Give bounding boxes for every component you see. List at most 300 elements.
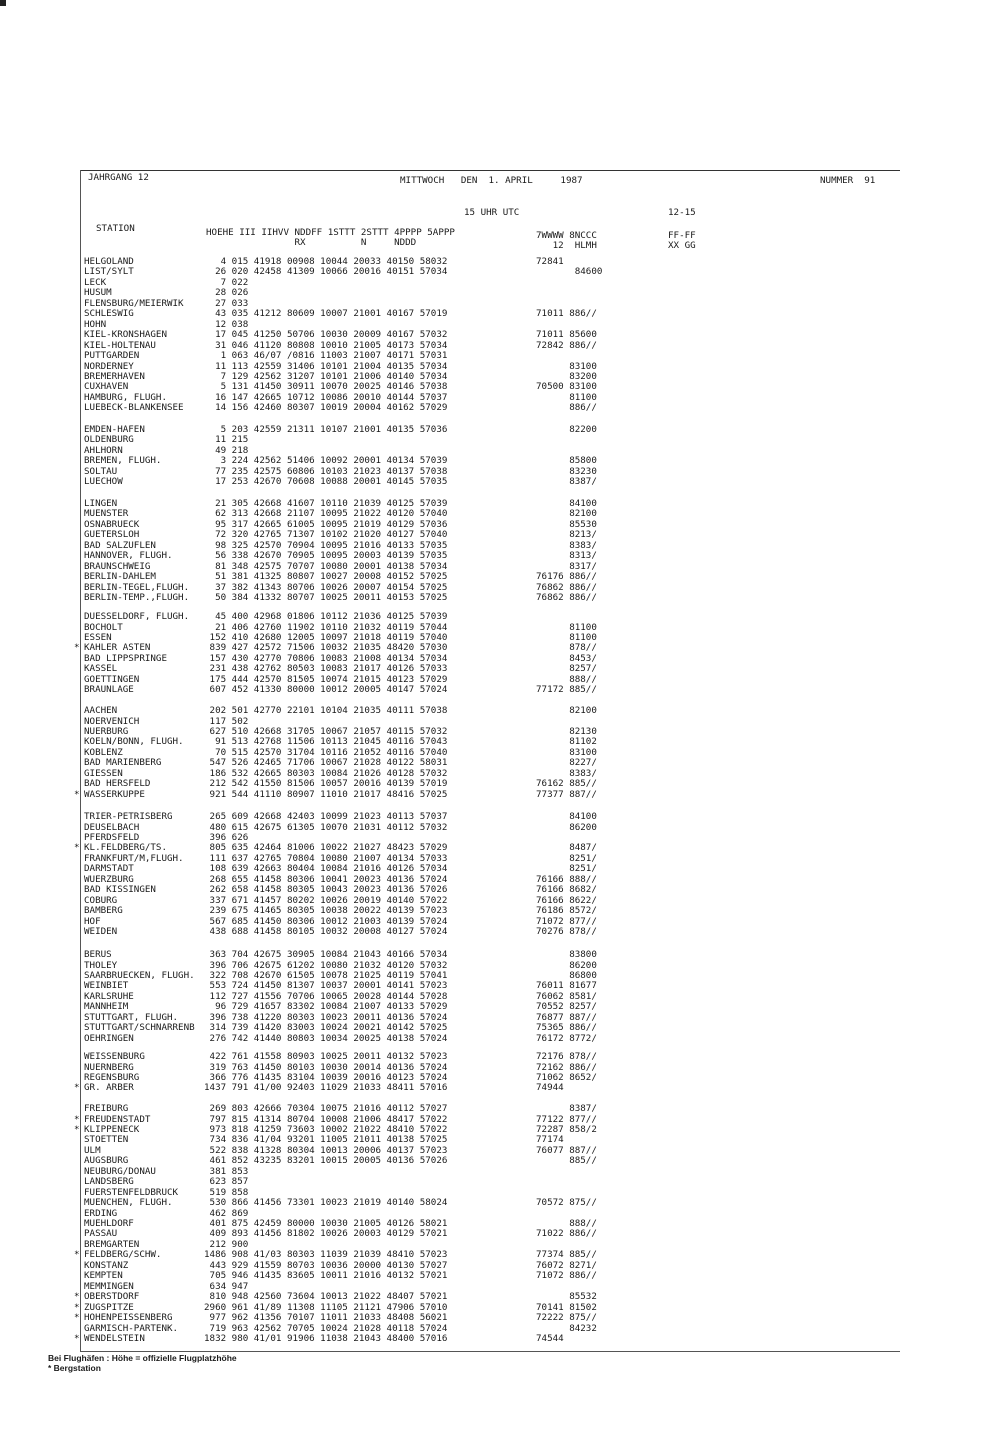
station-code-values: 276 742 41440 80803 10034 20025 40138 57024 [204, 1032, 448, 1044]
station-code-values: 265 609 42668 42403 10099 21023 40113 57037 [204, 811, 448, 822]
station-code-values: 5 131 41450 30911 10070 20025 40146 57038 [204, 381, 448, 393]
station-extra-groups: 81100 [536, 621, 597, 633]
station-name: KAHLER ASTEN [84, 642, 151, 654]
station-code-values: 607 452 41330 80000 10012 20005 40147 57024 [204, 684, 448, 696]
station-extra-groups: 71022 886// [536, 1228, 597, 1240]
extra-columns-header-line2: 12 HLMH [536, 240, 597, 251]
frame-bottom-rule [80, 1351, 900, 1352]
footnote-mountain-station: * Bergstation [48, 1363, 101, 1373]
station-name: SOLTAU [84, 465, 118, 477]
station-name: HOHN [84, 318, 107, 330]
footnote-airport-height: Bei Flughäfen : Höhe = offizielle Flugplatzhöhe [48, 1353, 237, 1363]
station-code-values: 1437 791 41/00 92403 11029 21033 48411 57016 [204, 1082, 448, 1094]
mountain-station-marker: * [74, 1123, 80, 1135]
station-extra-groups: 76166 888// [536, 873, 597, 885]
station-name: AHLHORN [84, 444, 123, 456]
station-code-values: 186 532 42665 80303 10084 21026 40128 57032 [204, 767, 448, 779]
station-code-values: 337 671 41457 80202 10026 20019 40140 57022 [204, 894, 448, 906]
station-name: GR. ARBER [84, 1082, 134, 1094]
station-name: FRANKFURT/M,FLUGH. [84, 852, 184, 864]
station-extra-groups: 86800 [536, 969, 597, 981]
station-extra-groups: 888// [536, 1218, 597, 1229]
station-name: GIESSEN [84, 767, 123, 779]
station-code-values: 157 430 42770 70806 10083 21008 40134 57034 [204, 652, 448, 664]
station-name: FLENSBURG/MEIERWIK [84, 297, 184, 309]
station-extra-groups: 77374 885// [536, 1249, 597, 1261]
station-name: OSNABRUECK [84, 518, 140, 530]
station-column-header: STATION [96, 223, 135, 234]
station-code-values: 839 427 42572 71506 10032 21035 48420 57030 [204, 642, 448, 654]
station-code-values: 1832 980 41/01 91906 11038 21043 48400 57016 [204, 1332, 448, 1344]
station-code-values: 2960 961 41/89 11308 11105 21121 47906 57010 [204, 1301, 448, 1313]
station-name: MUENSTER [84, 508, 129, 520]
station-code-values: 98 325 42570 70904 10095 21016 40133 57035 [204, 539, 448, 551]
station-name: LECK [84, 276, 107, 288]
scan-corner-mark [0, 0, 6, 6]
station-code-values: 26 020 42458 41309 10066 20016 40151 57034 [204, 266, 448, 278]
station-extra-groups: 70572 875// [536, 1197, 597, 1208]
station-name: ESSEN [84, 631, 112, 643]
station-name: NOERVENICH [84, 715, 140, 727]
station-name: STUTTGART, FLUGH. [84, 1011, 179, 1023]
station-extra-groups: 83200 [536, 370, 597, 382]
code-columns-header-line2: RX N NDDD [206, 237, 417, 248]
station-code-values: 522 838 41328 80304 10013 20006 40137 57023 [204, 1144, 448, 1156]
station-extra-groups: 72842 886// [536, 339, 597, 351]
station-extra-groups: 71072 886// [536, 1270, 597, 1282]
station-extra-groups: 8487/ [536, 842, 597, 854]
station-name: LINGEN [84, 498, 118, 509]
station-name: BRAUNLAGE [84, 684, 134, 696]
station-extra-groups: 76166 8682/ [536, 884, 597, 896]
station-extra-groups: 82200 [536, 424, 597, 435]
station-code-values: 7 129 42562 31207 10101 21006 40140 57034 [204, 370, 448, 382]
station-extra-groups: 8453/ [536, 652, 597, 664]
station-extra-groups: 74544 [536, 1332, 564, 1344]
station-code-values: 14 156 42460 80307 10019 20004 40162 57029 [204, 402, 448, 414]
station-code-values: 480 615 42675 61305 10070 21031 40112 57032 [204, 821, 448, 833]
station-name: DEUSELBACH [84, 821, 140, 833]
station-code-values: 810 948 42560 73604 10013 21022 48407 57021 [204, 1291, 448, 1303]
station-name: HOF [84, 915, 101, 927]
mountain-station-marker: * [74, 1249, 80, 1261]
station-code-values: 269 803 42666 70304 10075 21016 40112 57027 [204, 1103, 448, 1114]
station-code-values: 77 235 42575 60806 10103 21023 40137 57038 [204, 465, 448, 477]
station-code-values: 921 544 41110 80907 11010 21017 48416 57025 [204, 788, 448, 800]
station-name: KASSEL [84, 663, 118, 675]
station-name: OLDENBURG [84, 434, 134, 446]
station-code-values: 175 444 42570 81505 10074 21015 40123 57029 [204, 673, 448, 685]
station-name: HELGOLAND [84, 256, 134, 267]
mountain-station-marker: * [74, 842, 80, 854]
station-extra-groups: 81100 [536, 391, 597, 403]
station-code-values: 627 510 42668 31705 10067 21057 40115 57032 [204, 725, 448, 737]
station-code-values: 438 688 41458 80105 10032 20008 40127 57024 [204, 926, 448, 937]
station-name: KARLSRUHE [84, 990, 134, 1002]
station-name: OBERSTDORF [84, 1291, 140, 1303]
station-name: MEMMINGEN [84, 1280, 134, 1292]
station-code-values: 396 706 42675 61202 10080 21032 40120 57032 [204, 959, 448, 971]
station-extra-groups: 71072 877// [536, 915, 597, 927]
station-code-values: 977 962 41356 70107 11011 21033 48408 56021 [204, 1312, 448, 1323]
station-extra-groups: 72287 858/2 [536, 1123, 597, 1135]
station-code-values: 547 526 42465 71706 10067 21028 40122 58031 [204, 757, 448, 769]
station-name: ERDING [84, 1207, 118, 1219]
station-extra-groups: 76166 8622/ [536, 894, 597, 906]
station-name: LUEBECK-BLANKENSEE [84, 402, 184, 414]
station-name: HAMBURG, FLUGH. [84, 391, 167, 403]
station-extra-groups: 8313/ [536, 550, 597, 562]
station-extra-groups: 76186 8572/ [536, 905, 597, 916]
extra-columns-header-line1: 7WWWW 8NCCC [536, 230, 597, 241]
mountain-station-marker: * [74, 642, 80, 654]
station-name: MUEHLDORF [84, 1218, 134, 1229]
station-extra-groups: 8383/ [536, 539, 597, 551]
station-extra-groups: 888// [536, 673, 597, 685]
station-code-values: 314 739 41420 83003 10024 20021 40142 57025 [204, 1022, 448, 1034]
station-code-values: 81 348 42575 70707 10080 20001 40138 57034 [204, 560, 448, 572]
station-extra-groups: 76176 886// [536, 571, 597, 583]
station-name: KONSTANZ [84, 1259, 129, 1271]
station-name: REGENSBURG [84, 1071, 140, 1083]
station-code-values: 719 963 42562 70705 10024 21028 40118 57024 [204, 1322, 448, 1334]
station-extra-groups: 77122 877// [536, 1113, 597, 1125]
station-extra-groups: 76077 887// [536, 1144, 597, 1156]
station-name: STOETTEN [84, 1134, 129, 1146]
station-name: BAD LIPPSPRINGE [84, 652, 167, 664]
station-name: LUECHOW [84, 476, 123, 488]
station-code-values: 212 542 41550 81506 10057 20016 40139 57019 [204, 778, 448, 790]
station-name: BREMGARTEN [84, 1238, 140, 1250]
mountain-station-marker: * [74, 1291, 80, 1303]
station-code-values: 705 946 41435 83605 10011 21016 40132 57021 [204, 1270, 448, 1282]
station-name: MANNHEIM [84, 1001, 129, 1013]
date-label: MITTWOCH DEN 1. APRIL 1987 [400, 175, 583, 186]
station-code-values: 634 947 [204, 1280, 249, 1292]
nummer-label: NUMMER 91 [820, 175, 876, 186]
station-name: WEISSENBURG [84, 1051, 145, 1062]
station-extra-groups: 84232 [536, 1322, 597, 1334]
station-extra-groups: 71062 8652/ [536, 1071, 597, 1083]
station-code-values: 51 381 41325 80807 10027 20008 40152 57025 [204, 571, 448, 583]
station-extra-groups: 70500 83100 [536, 381, 597, 393]
station-name: BERLIN-TEMP.,FLUGH. [84, 592, 190, 603]
station-code-values: 1 063 46/07 /0816 11003 21007 40171 57031 [204, 350, 448, 362]
station-code-values: 268 655 41458 80306 10041 20023 40136 57024 [204, 873, 448, 885]
station-extra-groups: 82100 [536, 508, 597, 520]
station-name: SAARBRUECKEN, FLUGH. [84, 969, 195, 981]
station-name: KL.FELDBERG/TS. [84, 842, 167, 854]
station-name: BERUS [84, 949, 112, 960]
station-name: KLIPPENECK [84, 1123, 140, 1135]
jahrgang-label: JAHRGANG 12 [88, 172, 149, 183]
station-name: FREIBURG [84, 1103, 129, 1114]
station-name: KOBLENZ [84, 746, 123, 758]
period-label: 12-15 [668, 207, 696, 218]
station-name: OEHRINGEN [84, 1032, 134, 1044]
station-name: NUERNBERG [84, 1061, 134, 1073]
station-code-values: 108 639 42663 80404 10084 21016 40126 57034 [204, 863, 448, 875]
station-extra-groups: 72222 875// [536, 1312, 597, 1323]
station-name: HANNOVER, FLUGH. [84, 550, 173, 562]
wind-columns-header-line1: FF-FF [668, 230, 696, 241]
station-extra-groups: 71011 886// [536, 308, 597, 320]
station-name: BOCHOLT [84, 621, 123, 633]
station-code-values: 96 729 41657 83302 10084 21007 40133 57029 [204, 1001, 448, 1013]
station-code-values: 1486 908 41/03 80303 11039 21039 48410 57023 [204, 1249, 448, 1261]
station-code-values: 111 637 42765 70804 10080 21007 40134 57033 [204, 852, 448, 864]
station-code-values: 262 658 41458 80305 10043 20023 40136 57026 [204, 884, 448, 896]
station-extra-groups: 71011 85600 [536, 329, 597, 341]
station-extra-groups: 878// [536, 642, 597, 654]
station-code-values: 17 253 42670 70608 10088 20001 40145 57035 [204, 476, 448, 488]
station-name: STUTTGART/SCHNARRENB [84, 1022, 195, 1034]
station-extra-groups: 77174 [536, 1134, 564, 1146]
station-code-values: 530 866 41456 73301 10023 21019 40140 58024 [204, 1197, 448, 1208]
station-name: AACHEN [84, 705, 118, 716]
station-code-values: 3 224 42562 51406 10092 20001 40134 57039 [204, 455, 448, 467]
station-name: THOLEY [84, 959, 118, 971]
station-extra-groups: 76877 887// [536, 1011, 597, 1023]
mountain-station-marker: * [74, 1332, 80, 1344]
station-extra-groups: 8383/ [536, 767, 597, 779]
station-name: SCHLESWIG [84, 308, 134, 320]
station-code-values: 117 502 [204, 715, 249, 727]
station-code-values: 72 320 42765 71307 10102 21020 40127 57040 [204, 529, 448, 541]
station-extra-groups: 84100 [536, 498, 597, 509]
station-name: BRAUNSCHWEIG [84, 560, 151, 572]
station-extra-groups: 8251/ [536, 852, 597, 864]
station-extra-groups: 72176 878// [536, 1051, 597, 1062]
station-name: PUTTGARDEN [84, 350, 140, 362]
station-name: KEMPTEN [84, 1270, 123, 1282]
station-code-values: 461 852 43235 83201 10015 20005 40136 57026 [204, 1155, 448, 1167]
station-name: MUENCHEN, FLUGH. [84, 1197, 173, 1208]
station-name: KIEL-HOLTENAU [84, 339, 156, 351]
station-code-values: 91 513 42768 11506 10113 21045 40116 57043 [204, 736, 448, 748]
station-name: BERLIN-DAHLEM [84, 571, 156, 583]
station-extra-groups: 82130 [536, 725, 597, 737]
station-name: BAD HERSFELD [84, 778, 151, 790]
station-name: BREMEN, FLUGH. [84, 455, 162, 467]
station-name: HUSUM [84, 287, 112, 299]
station-extra-groups: 8387/ [536, 476, 597, 488]
station-extra-groups: 76011 81677 [536, 980, 597, 992]
station-code-values: 443 929 41559 80703 10036 20000 40130 57027 [204, 1259, 448, 1271]
station-name: GOETTINGEN [84, 673, 140, 685]
station-code-values: 45 400 42968 01806 10112 21036 40125 57039 [204, 611, 448, 622]
station-code-values: 366 776 41435 83104 10039 20016 40123 57024 [204, 1071, 448, 1083]
station-code-values: 37 382 41343 80706 10026 20007 40154 57025 [204, 581, 448, 593]
station-extra-groups: 81100 [536, 631, 597, 643]
station-code-values: 973 818 41259 73603 10002 21022 48410 57022 [204, 1123, 448, 1135]
station-extra-groups: 83100 [536, 360, 597, 372]
station-code-values: 363 704 42675 30905 10084 21043 40166 57034 [204, 949, 448, 960]
station-code-values: 462 869 [204, 1207, 249, 1219]
station-extra-groups: 84100 [536, 811, 597, 822]
station-code-values: 5 203 42559 21311 10107 21001 40135 57036 [204, 424, 448, 435]
station-code-values: 396 738 41220 80303 10023 20011 40136 57024 [204, 1011, 448, 1023]
station-code-values: 31 046 41120 80808 10010 21005 40173 57034 [204, 339, 448, 351]
station-code-values: 805 635 42464 81006 10022 21027 48423 57029 [204, 842, 448, 854]
station-extra-groups: 85530 [536, 518, 597, 530]
station-name: AUGSBURG [84, 1155, 129, 1167]
station-code-values: 7 022 [204, 276, 249, 288]
station-name: DUESSELDORF, FLUGH. [84, 611, 190, 622]
station-name: CUXHAVEN [84, 381, 129, 393]
mountain-station-marker: * [74, 1301, 80, 1313]
station-name: LIST/SYLT [84, 266, 134, 278]
observation-time: 15 UHR UTC [464, 207, 520, 218]
station-name: BAD MARIENBERG [84, 757, 162, 769]
station-name: WEIDEN [84, 926, 118, 937]
station-name: WUERZBURG [84, 873, 134, 885]
station-code-values: 12 038 [204, 318, 249, 330]
station-extra-groups: 76072 8271/ [536, 1259, 597, 1271]
mountain-station-marker: * [74, 1082, 80, 1094]
station-extra-groups: 8387/ [536, 1103, 597, 1114]
station-name: NEUBURG/DONAU [84, 1165, 156, 1177]
station-extra-groups: 75365 886// [536, 1022, 597, 1034]
station-code-values: 21 406 42760 11902 10110 21032 40119 57044 [204, 621, 448, 633]
station-extra-groups: 74944 [536, 1082, 564, 1094]
station-code-values: 623 857 [204, 1176, 249, 1188]
frame-left-rule [80, 170, 81, 1352]
station-name: GARMISCH-PARTENK. [84, 1322, 179, 1334]
station-name: PFERDSFELD [84, 831, 140, 843]
station-name: BAD KISSINGEN [84, 884, 156, 896]
station-extra-groups: 85800 [536, 455, 597, 467]
station-code-values: 27 033 [204, 297, 249, 309]
station-code-values: 322 708 42670 61505 10078 21025 40119 57041 [204, 969, 448, 981]
station-code-values: 319 763 41450 80103 10030 20014 40136 57024 [204, 1061, 448, 1073]
station-extra-groups: 72841 [536, 256, 564, 267]
station-extra-groups: 885// [536, 1155, 597, 1167]
station-code-values: 16 147 42665 10712 10086 20010 40144 57037 [204, 391, 448, 403]
station-name: EMDEN-HAFEN [84, 424, 145, 435]
station-code-values: 152 410 42680 12005 10097 21018 40119 57040 [204, 631, 448, 643]
station-extra-groups: 8257/ [536, 663, 597, 675]
station-code-values: 567 685 41450 80306 10012 21003 40139 57024 [204, 915, 448, 927]
station-name: TRIER-PETRISBERG [84, 811, 173, 822]
station-name: BAMBERG [84, 905, 123, 916]
station-name: ULM [84, 1144, 101, 1156]
station-extra-groups: 83100 [536, 746, 597, 758]
station-extra-groups: 70141 81502 [536, 1301, 597, 1313]
station-name: DARMSTADT [84, 863, 134, 875]
station-code-values: 21 305 42668 41607 10110 21039 40125 57039 [204, 498, 448, 509]
station-name: COBURG [84, 894, 118, 906]
station-extra-groups: 76862 886// [536, 581, 597, 593]
station-extra-groups: 76062 8581/ [536, 990, 597, 1002]
station-name: FREUDENSTADT [84, 1113, 151, 1125]
station-code-values: 381 853 [204, 1165, 249, 1177]
station-extra-groups: 70552 8257/ [536, 1001, 597, 1013]
station-code-values: 797 815 41314 80704 10008 21006 48417 57022 [204, 1113, 448, 1125]
station-code-values: 239 675 41465 80305 10038 20022 40139 57023 [204, 905, 448, 916]
station-name: HOHENPEISSENBERG [84, 1312, 173, 1323]
mountain-station-marker: * [74, 1113, 80, 1125]
station-extra-groups: 82100 [536, 705, 597, 716]
station-extra-groups: 77172 885// [536, 684, 597, 696]
station-name: FUERSTENFELDBRUCK [84, 1186, 179, 1198]
station-name: WEINBIET [84, 980, 129, 992]
station-code-values: 49 218 [204, 444, 249, 456]
station-extra-groups: 83230 [536, 465, 597, 477]
station-code-values: 422 761 41558 80903 10025 20011 40132 57023 [204, 1051, 448, 1062]
station-name: WASSERKUPPE [84, 788, 145, 800]
station-extra-groups: 86200 [536, 821, 597, 833]
station-name: NUERBURG [84, 725, 129, 737]
station-code-values: 519 858 [204, 1186, 249, 1198]
station-name: KOELN/BONN, FLUGH. [84, 736, 184, 748]
station-extra-groups: 72162 886// [536, 1061, 597, 1073]
station-code-values: 62 313 42668 21107 10095 21022 40120 57040 [204, 508, 448, 520]
station-name: FELDBERG/SCHW. [84, 1249, 162, 1261]
station-code-values: 231 438 42762 80503 10083 21017 40126 57033 [204, 663, 448, 675]
station-extra-groups: 86200 [536, 959, 597, 971]
station-code-values: 11 113 42559 31406 10101 21004 40135 57034 [204, 360, 448, 372]
station-extra-groups: 83800 [536, 949, 597, 960]
station-name: WENDELSTEIN [84, 1332, 145, 1344]
station-name: BERLIN-TEGEL,FLUGH. [84, 581, 190, 593]
station-code-values: 43 035 41212 80609 10007 21001 40167 57019 [204, 308, 448, 320]
station-name: BAD SALZUFLEN [84, 539, 156, 551]
station-extra-groups: 77377 887// [536, 788, 597, 800]
station-code-values: 409 893 41456 81802 10026 20003 40129 57021 [204, 1228, 448, 1240]
station-name: KIEL-KRONSHAGEN [84, 329, 167, 341]
wind-columns-header-line2: XX GG [668, 240, 696, 251]
station-extra-groups: 76862 886// [536, 592, 597, 603]
station-code-values: 4 015 41918 00908 10044 20033 40150 58032 [204, 256, 448, 267]
station-extra-groups: 8227/ [536, 757, 597, 769]
station-extra-groups: 8317/ [536, 560, 597, 572]
station-name: PASSAU [84, 1228, 118, 1240]
station-extra-groups: 76172 8772/ [536, 1032, 597, 1044]
mountain-station-marker: * [74, 1312, 80, 1323]
station-code-values: 17 045 41250 50706 10030 20009 40167 57032 [204, 329, 448, 341]
station-code-values: 401 875 42459 80000 10030 21005 40126 58021 [204, 1218, 448, 1229]
station-code-values: 70 515 42570 31704 10116 21052 40116 57040 [204, 746, 448, 758]
mountain-station-marker: * [74, 788, 80, 800]
station-extra-groups: 84600 [536, 266, 603, 278]
station-name: BREMERHAVEN [84, 370, 145, 382]
station-code-values: 734 836 41/04 93201 11005 21011 40138 57025 [204, 1134, 448, 1146]
station-code-values: 11 215 [204, 434, 249, 446]
code-columns-header-line1: HOEHE III IIHVV NDDFF 1STTT 2STTT 4PPPP 5APPP [206, 227, 455, 238]
station-code-values: 202 501 42770 22101 10104 21035 40111 57038 [204, 705, 448, 716]
station-code-values: 212 900 [204, 1238, 249, 1250]
station-extra-groups: 76162 885// [536, 778, 597, 790]
station-code-values: 553 724 41450 81307 10037 20001 40141 57023 [204, 980, 448, 992]
station-name: LANDSBERG [84, 1176, 134, 1188]
station-extra-groups: 70276 878// [536, 926, 597, 937]
station-code-values: 112 727 41556 70706 10065 20028 40144 57028 [204, 990, 448, 1002]
station-extra-groups: 81102 [536, 736, 597, 748]
frame-top-rule [80, 170, 900, 171]
station-extra-groups: 8251/ [536, 863, 597, 875]
station-extra-groups: 8213/ [536, 529, 597, 541]
station-name: NORDERNEY [84, 360, 134, 372]
station-extra-groups: 886// [536, 402, 597, 414]
station-name: GUETERSLOH [84, 529, 140, 541]
station-code-values: 28 026 [204, 287, 249, 299]
station-code-values: 56 338 42670 70905 10095 20003 40139 57035 [204, 550, 448, 562]
station-code-values: 396 626 [204, 831, 249, 843]
station-code-values: 50 384 41332 80707 10025 20011 40153 57025 [204, 592, 448, 603]
station-code-values: 95 317 42665 61005 10095 21019 40129 57036 [204, 518, 448, 530]
station-extra-groups: 85532 [536, 1291, 597, 1303]
